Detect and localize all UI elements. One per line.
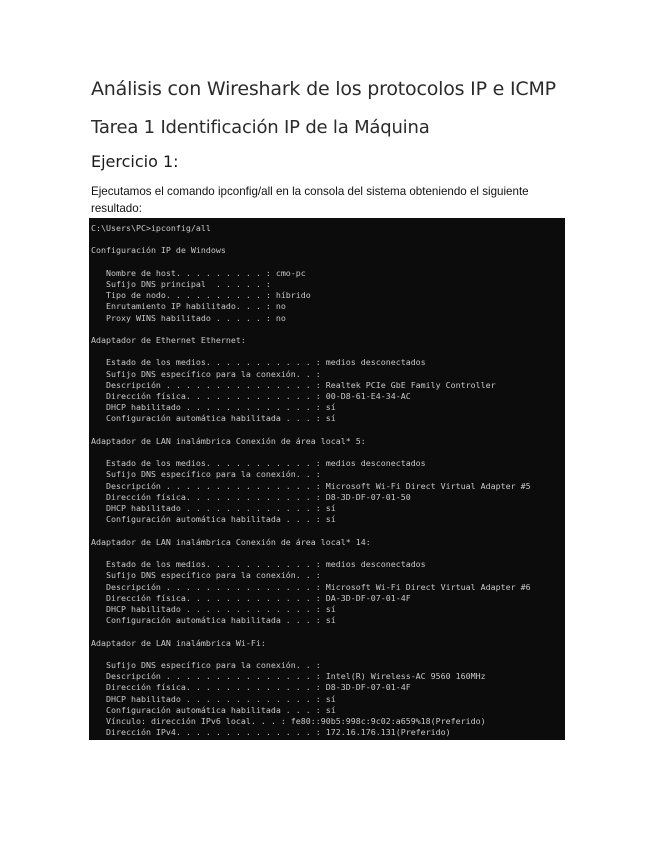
console-line: Dirección física. . . . . . . . . . . . . : D8-3D-DF-07-01-4F [91,682,411,693]
console-line: Enrutamiento IP habilitado. . . : no [91,301,286,312]
console-line [91,548,96,558]
exercise-heading: Ejercicio 1: [91,152,179,171]
console-line: DHCP habilitado . . . . . . . . . . . . . : sí [91,603,336,614]
console-line: Dirección física. . . . . . . . . . . . . : DA-3D-DF-07-01-4F [91,592,411,603]
console-line: Nombre de host. . . . . . . . . : cmo-pc [91,267,306,278]
console-line: Estado de los medios. . . . . . . . . . . : medios desconectados [91,559,426,570]
console-line: Descripción . . . . . . . . . . . . . . . : Intel(R) Wireless-AC 9560 160MHz [91,671,486,682]
console-line: DHCP habilitado . . . . . . . . . . . . . : sí [91,503,336,514]
console-line [91,525,96,535]
task-subtitle: Tarea 1 Identificación IP de la Máquina [91,117,430,138]
console-line: Proxy WINS habilitado . . . . . : no [91,312,286,323]
console-line [91,425,96,435]
console-line: Estado de los medios. . . . . . . . . . . : medios desconectados [91,357,426,368]
console-line [91,346,96,356]
console-line: Descripción . . . . . . . . . . . . . . . : Microsoft Wi-Fi Direct Virtual Adapter #6 [91,581,531,592]
console-line [91,447,96,457]
console-line: Dirección física. . . . . . . . . . . . . : 00-D8-61-E4-34-AC [91,391,411,402]
console-line [91,324,96,334]
console-line: Sufijo DNS principal . . . . . : [91,279,271,290]
console-line: Sufijo DNS específico para la conexión. . : [91,570,321,581]
console-line: DHCP habilitado . . . . . . . . . . . . . : sí [91,693,336,704]
console-line: Configuración automática habilitada . . . : sí [91,413,336,424]
console-line: Estado de los medios. . . . . . . . . . . : medios desconectados [91,458,426,469]
console-line: Configuración IP de Windows [91,245,226,256]
console-line [91,257,96,267]
console-line: Adaptador de LAN inalámbrica Wi-Fi: [91,637,266,648]
console-line: Configuración automática habilitada . . . : sí [91,704,336,715]
console-line [91,234,96,244]
console-line: Adaptador de Ethernet Ethernet: [91,335,246,346]
console-line: Sufijo DNS específico para la conexión. . : [91,469,321,480]
intro-paragraph: Ejecutamos el comando ipconfig/all en la consola del sistema obteniendo el siguiente resultado: [91,185,529,215]
console-screenshot [89,218,565,740]
console-line: Configuración automática habilitada . . . : sí [91,514,336,525]
console-line: Tipo de nodo. . . . . . . . . . : híbrido [91,290,311,301]
console-line: Adaptador de LAN inalámbrica Conexión de área local* 5: [91,435,366,446]
console-output [89,218,565,738]
console-line: Configuración automática habilitada . . . : sí [91,615,336,626]
console-line: C:\Users\PC>ipconfig/all [91,223,211,233]
console-line: Dirección física. . . . . . . . . . . . . : D8-3D-DF-07-01-50 [91,491,411,502]
console-line [91,649,96,659]
console-line: Descripción . . . . . . . . . . . . . . . : Realtek PCIe GbE Family Controller [91,379,496,390]
console-line: Vínculo: dirección IPv6 local. . . : fe80::90b5:998c:9c02:a659%18(Preferido) [91,715,486,726]
document-title: Análisis con Wireshark de los protocolos IP e ICMP [91,78,556,100]
console-line: Dirección IPv4. . . . . . . . . . . . . . : 172.16.176.131(Preferido) [91,727,451,738]
console-line: Sufijo DNS específico para la conexión. . : [91,659,321,670]
console-line [91,626,96,636]
console-line: DHCP habilitado . . . . . . . . . . . . . : sí [91,402,336,413]
console-line: Descripción . . . . . . . . . . . . . . . : Microsoft Wi-Fi Direct Virtual Adapter #5 [91,480,531,491]
console-line: Sufijo DNS específico para la conexión. . : [91,368,321,379]
console-line: Adaptador de LAN inalámbrica Conexión de área local* 14: [91,536,371,547]
